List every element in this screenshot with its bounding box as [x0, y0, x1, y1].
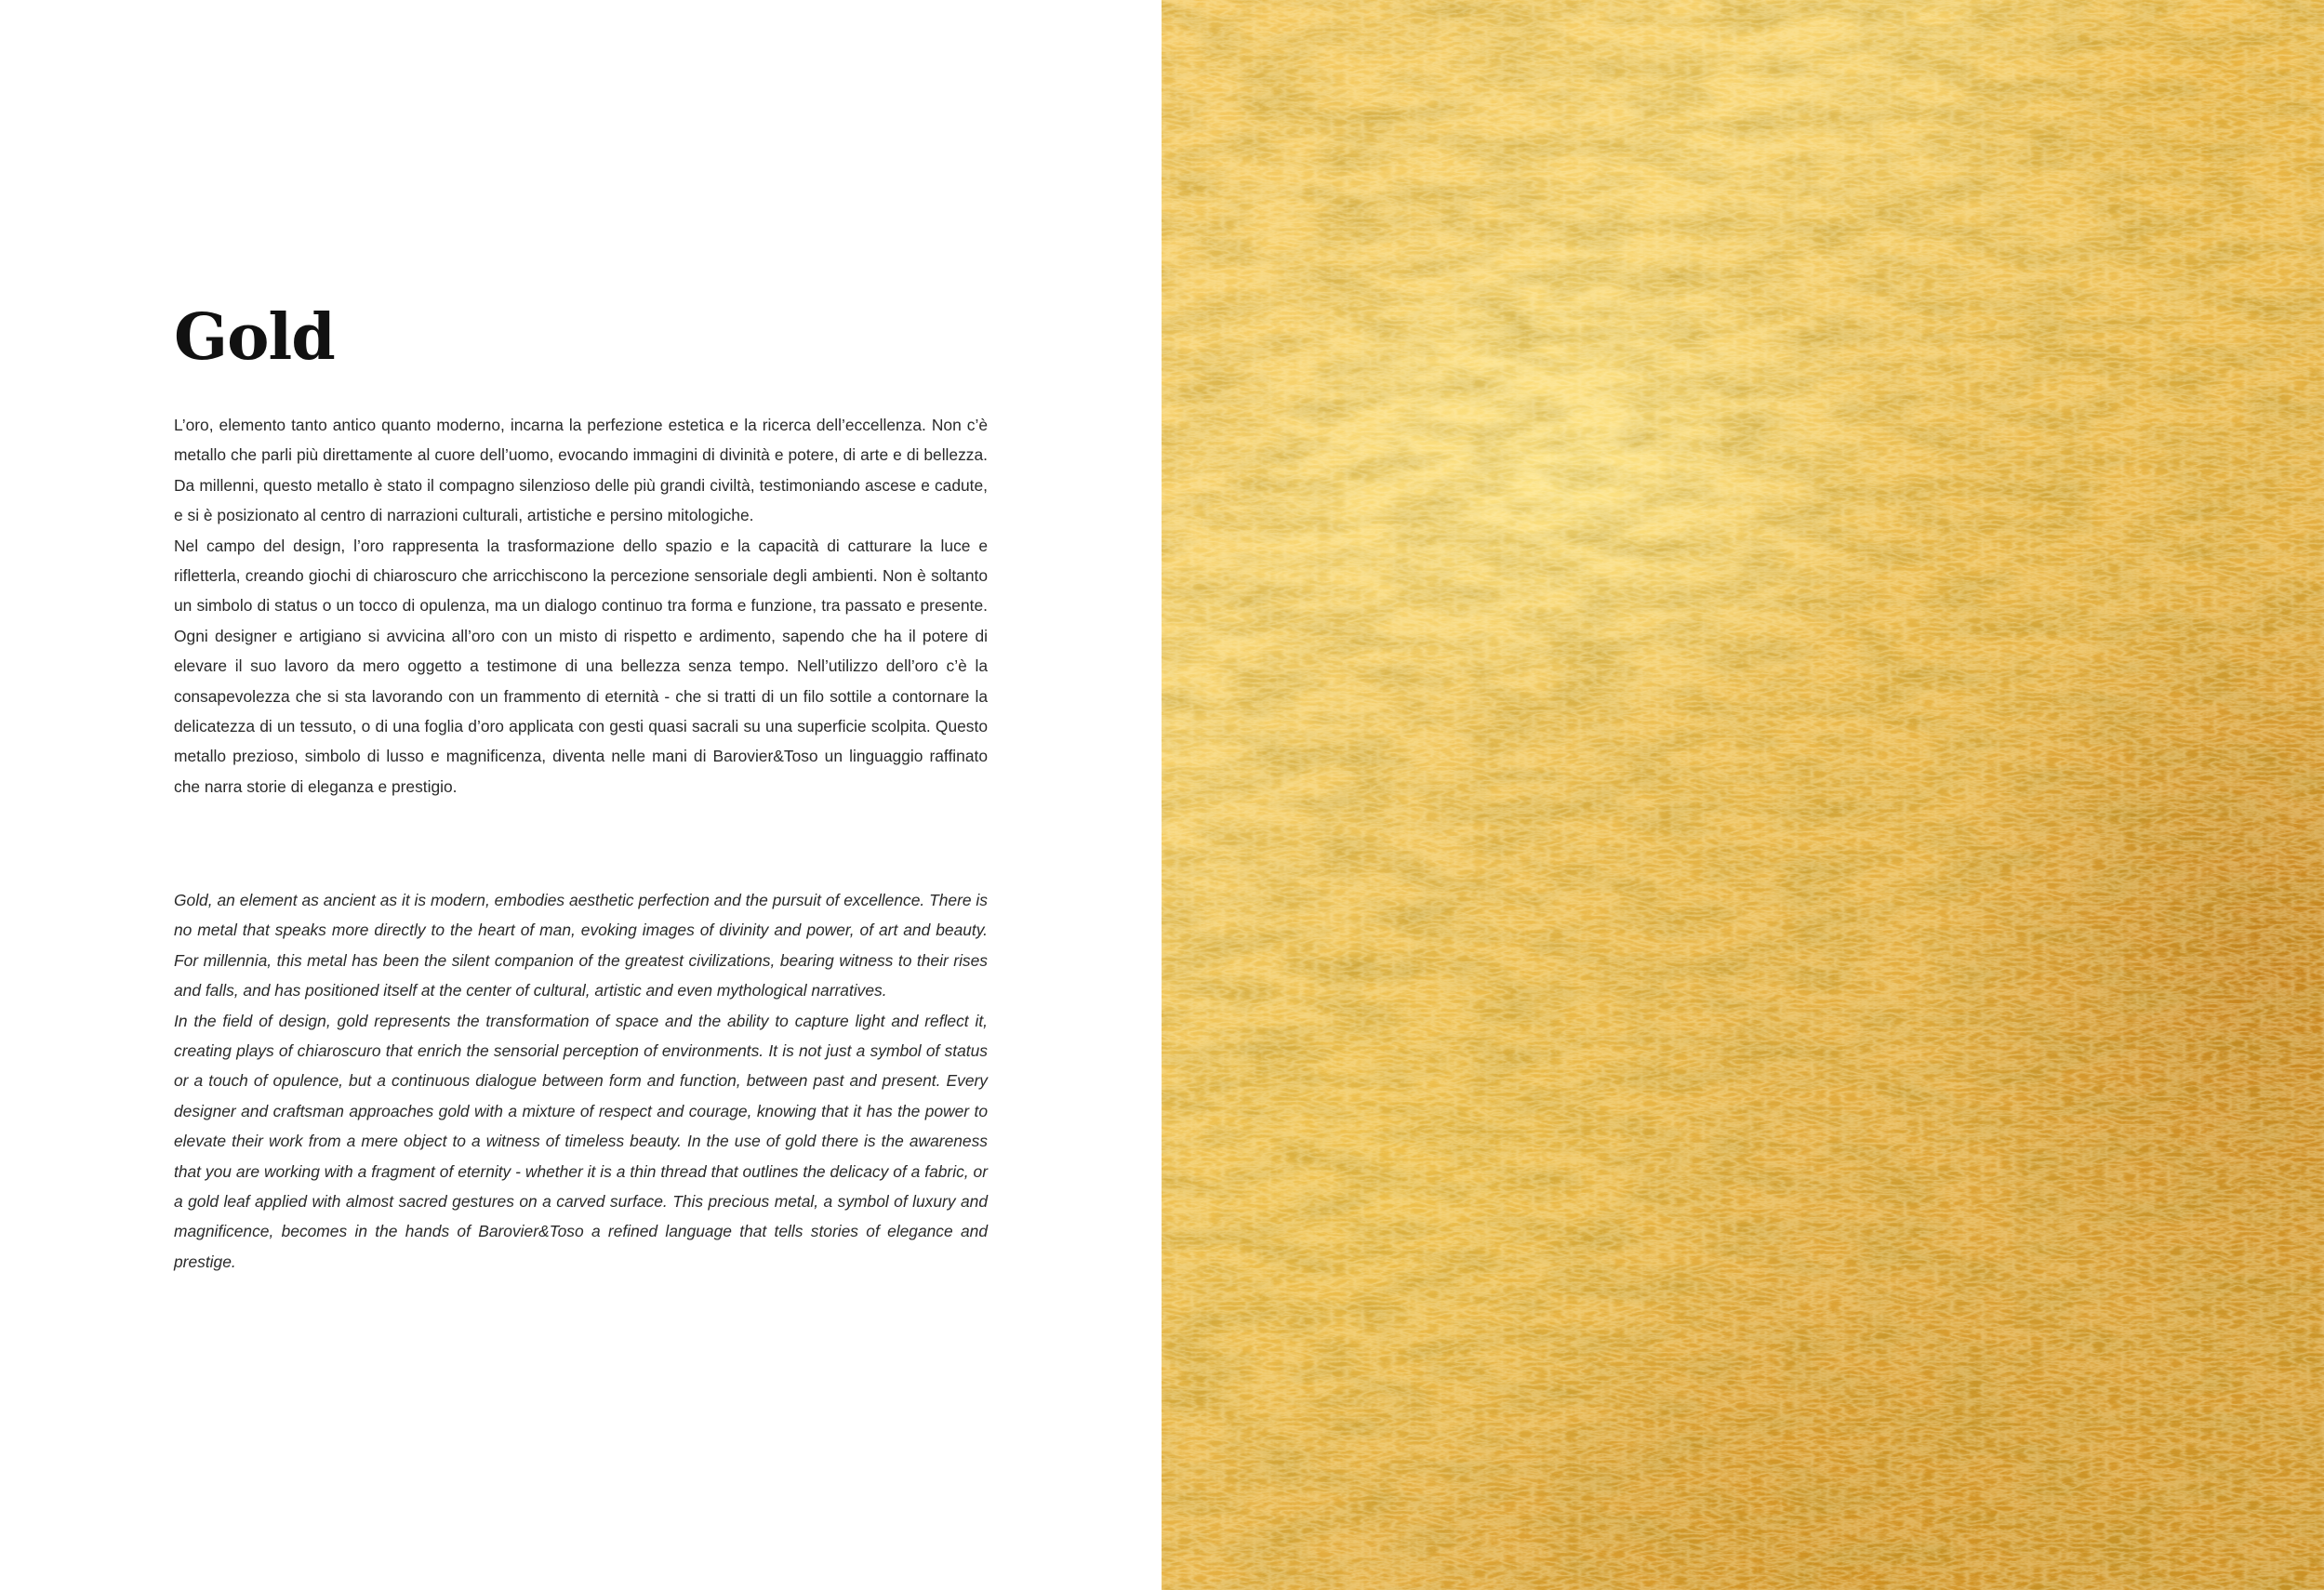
italian-paragraph-1: L’oro, elemento tanto antico quanto moderno, incarna la perfezione estetica e la ricerca dell’eccellenza. Non c’è metallo che parli più direttamente al cuore dell’uomo, evocando immagini di divinità e potere, di arte e di bellezza. Da millenni, questo metallo è stato il compagno silenzioso delle più grandi civiltà, testimoniando ascese e cadute, e si è posizionato al centro di narrazioni culturali, artistiche e persino mitologiche. — [174, 416, 988, 525]
gold-texture-image — [1162, 0, 2324, 1590]
english-text — [174, 885, 988, 1277]
italian-paragraph-2: Nel campo del design, l’oro rappresenta la trasformazione dello spazio e la capacità di catturare la luce e rifletterla, creando giochi di chiaroscuro che arricchiscono la percezione sensoriale degli ambienti. Non è soltanto un simbolo di status o un tocco di opulenza, ma un dialogo continuo tra forma e funzione, tra passato e presente. Ogni designer e artigiano si avvicina all’oro con un misto di rispetto e ardimento, sapendo che ha il potere di elevare il suo lavoro da mero oggetto a testimone di una bellezza senza tempo. Nell’utilizzo dell’oro c’è la consapevolezza che si sta lavorando con un frammento di eternità - che si tratti di un filo sottile a contornare la delicatezza di un tessuto, o di una foglia d’oro applicata con gesti quasi sacrali su una superficie scolpita. Questo metallo prezioso, simbolo di lusso e magnificenza, diventa nelle mani di Barovier&Toso un linguaggio raffinato che narra storie di eleganza e prestigio. — [174, 536, 988, 796]
english-paragraph-2: In the field of design, gold represents the transformation of space and the ability to capture light and reflect it, creating plays of chiaroscuro that enrich the sensorial perception of environments. It is not just a symbol of status or a touch of opulence, but a continuous dialogue between form and function, between past and present. Every designer and craftsman approaches gold with a mixture of respect and courage, knowing that it has the power to elevate their work from a mere object to a witness of timeless beauty. In the use of gold there is the awareness that you are working with a fragment of eternity - whether it is a thin thread that outlines the delicacy of a fabric, or a gold leaf applied with almost sacred gestures on a carved surface. This precious metal, a symbol of luxury and magnificence, becomes in the hands of Barovier&Toso a refined language that tells stories of elegance and prestige. — [174, 1011, 988, 1271]
english-paragraph-1: Gold, an element as ancient as it is modern, embodies aesthetic perfection and the pursuit of excellence. There is no metal that speaks more directly to the heart of man, evoking images of divinity and power, of art and beauty. For millennia, this metal has been the silent companion of the greatest civilizations, bearing witness to their rises and falls, and has positioned itself at the center of cultural, artistic and even mythological narratives. — [174, 891, 988, 1000]
italian-text — [174, 410, 988, 802]
page-title: Gold — [174, 300, 335, 375]
gold-leaf-texture-icon — [1162, 0, 2324, 1590]
